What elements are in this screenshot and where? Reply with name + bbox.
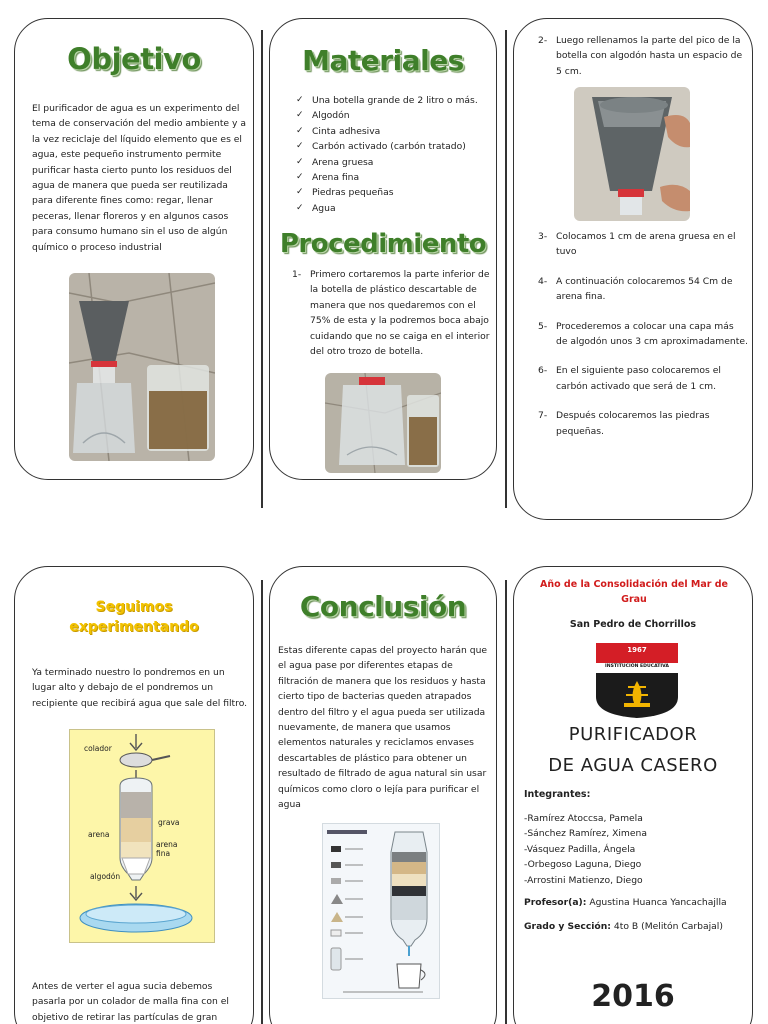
conclusion-text: Estas diferente capas del proyecto harán que el agua pase por diferentes etapas de filtración de manera que los residuos y hasta cierto tipo de bacterias queden atrapados dentro del filtro y el agua pueda ser utilizada nuevamente, de manera que usamos elementos naturales y reciclamos envases descartables de plástico para obtener un resultado de filtrado de agua natural sin usar químicos como cloro o lejía para purificar el agua (278, 645, 488, 811)
school-name: San Pedro de Chorrillos (569, 619, 697, 630)
objetivo-panel (14, 18, 254, 480)
check-icon: ✓ (296, 202, 304, 213)
materiales-panel (269, 18, 497, 480)
procedimiento-steps (292, 267, 492, 359)
list-item: ✓ Una botella grande de 2 litro o más. (296, 93, 494, 108)
filter-diagram (69, 729, 215, 943)
project-title: PURIFICADOR DE AGUA CASERO (548, 724, 718, 776)
seguimos-text-2: Antes de verter el agua sucia debemos pasarla por un colador de malla fina con el objetivo de retirar las partículas de gran (32, 981, 229, 1023)
label-colador: colador (84, 744, 112, 753)
filter-infographic (322, 823, 440, 999)
list-item: 6- En el siguiente paso colocaremos el carbón activado que será de 1 cm. (538, 365, 721, 392)
label-arena-fina: arena fina (156, 840, 178, 858)
list-item: 4- A continuación colocaremos 54 Cm de arena fina. (538, 275, 733, 303)
logo-text: INSTITUCIÓN EDUCATIVA (605, 664, 669, 669)
check-icon: ✓ (296, 156, 304, 167)
cut-bottle-image (325, 373, 441, 473)
grado-label: Grado y Sección: (524, 921, 611, 932)
members-list (524, 811, 749, 888)
school-logo (594, 641, 680, 719)
list-item: -Ramírez Atoccsa, Pamela (524, 813, 643, 824)
conclusion-title: Conclusión (299, 590, 467, 623)
list-item: ✓ Agua (296, 201, 494, 216)
procedimiento-title: Procedimiento (279, 229, 487, 259)
list-item: ✓ Arena gruesa (296, 155, 494, 170)
pasos-panel (513, 18, 753, 520)
logo-year: 1967 (627, 646, 647, 654)
list-item: 7- Después colocaremos las piedras pequeñas. (538, 410, 710, 437)
list-item: 5- Procederemos a colocar una capa más de algodón unos 3 cm aproximadamente. (538, 320, 748, 348)
cover-year: 2016 (591, 979, 675, 1014)
cut-bottle-photo (325, 373, 441, 473)
list-item: -Arrostini Matienzo, Diego (524, 874, 643, 886)
filter-infographic-image (323, 824, 441, 1000)
bottle-filter-image (69, 273, 215, 461)
profesor-label: Profesor(a): (524, 897, 587, 908)
label-algodon: algodón (90, 872, 121, 881)
seguimos-text: Ya terminado nuestro lo pondremos en un lugar alto y debajo de el pondremos un recipiente que recibirá agua que sale del filtro. (32, 667, 248, 709)
conclusion-panel (269, 566, 497, 1024)
grado-line (524, 921, 752, 932)
list-item: ✓ Carbón activado (carbón tratado) (296, 139, 494, 154)
cotton-filling-image (574, 87, 690, 221)
materiales-list (296, 93, 494, 216)
list-item: 2- Luego rellenamos la parte del pico de la botella con algodón hasta un espacio de 5 cm. (538, 35, 743, 77)
objetivo-title: Objetivo (67, 42, 201, 76)
panel-divider (261, 580, 263, 1024)
list-item: ✓ Algodón (296, 108, 494, 123)
pasos-3-7 (538, 229, 748, 439)
profesor-name: Agustina Huanca Yancachajlla (589, 897, 727, 908)
check-icon: ✓ (296, 95, 304, 105)
year-slogan: Año de la Consolidación del Mar de Grau (539, 579, 729, 605)
paso-2 (538, 33, 748, 79)
cotton-filling-photo (574, 87, 690, 221)
panel-divider (505, 30, 507, 508)
panel-divider (261, 30, 263, 508)
check-icon: ✓ (296, 172, 304, 183)
check-icon: ✓ (296, 141, 304, 152)
objetivo-text: El purificador de agua es un experimento del tema de conservación del medio ambiente y a la vez reciclaje del líquido elemento que es el agua, este pequeño instrumento permite purificar hasta cierto punto los residuos del agua de manera que pueda ser reutilizada para diferente fines como: regar, llenar peceras, llenar floreros y en algunos casos para consumo humano sin el uso de algún químico o proceso industrial (32, 103, 246, 253)
integrantes-label: Integrantes: (524, 789, 591, 800)
list-item: ✓ Cinta adhesiva (296, 124, 494, 139)
list-item: -Vásquez Padilla, Ángela (524, 843, 636, 855)
bottle-filter-photo (69, 273, 215, 461)
list-item: -Orbegoso Laguna, Diego (524, 859, 642, 871)
cover-panel (513, 566, 753, 1024)
check-icon: ✓ (296, 125, 304, 136)
seguimos-panel (14, 566, 254, 1024)
materiales-title: Materiales (302, 44, 464, 77)
check-icon: ✓ (296, 110, 304, 121)
list-item: ✓ Piedras pequeñas (296, 185, 494, 200)
panel-divider (505, 580, 507, 1024)
list-item: ✓ Arena fina (296, 170, 494, 185)
label-grava: grava (158, 818, 180, 827)
list-item: 1- Primero cortaremos la parte inferior de la botella de plástico descartable de manera que nos quedaremos con el 75% de esta y la podremos boca abajo cuidando que no se caiga en el interior del otro trozo de botella. (292, 269, 490, 358)
grado-value: 4to B (Melitón Carbajal) (613, 921, 723, 932)
seguimos-title: Seguimos experimentando (69, 599, 199, 635)
label-arena: arena (88, 830, 110, 839)
list-item: 3- Colocamos 1 cm de arena gruesa en el tuvo (538, 231, 736, 258)
profesor-line (524, 897, 752, 908)
check-icon: ✓ (296, 187, 304, 198)
list-item: -Sánchez Ramírez, Ximena (524, 828, 647, 840)
